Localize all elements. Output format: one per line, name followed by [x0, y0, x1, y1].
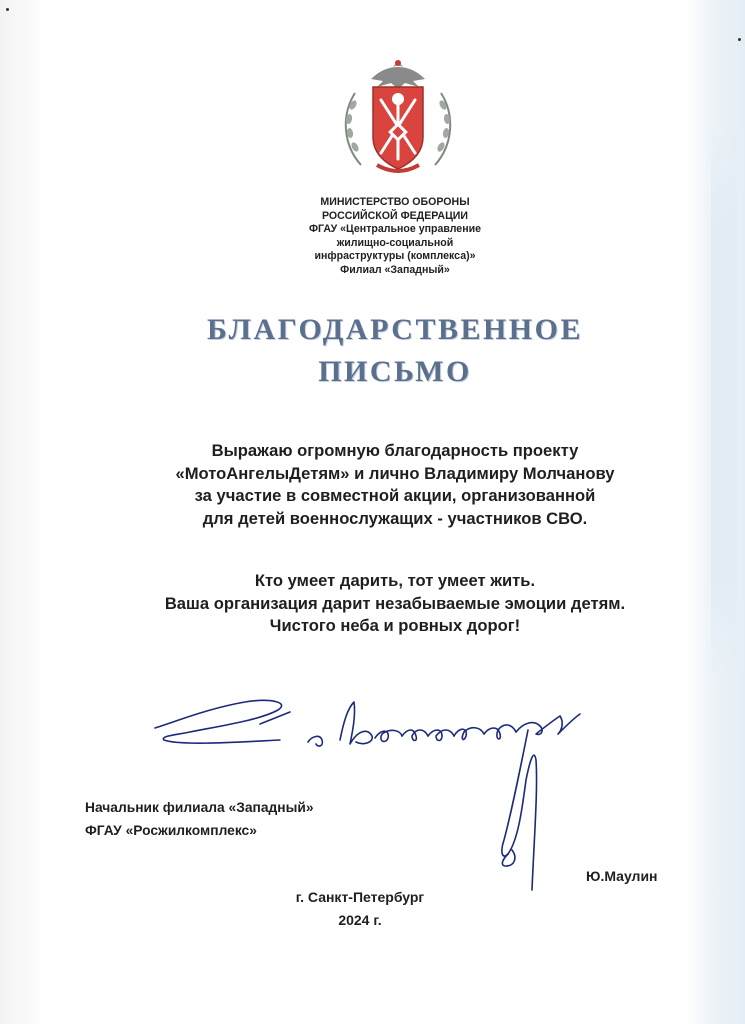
- header-line: Филиал «Западный»: [340, 263, 450, 276]
- body-line: Выражаю огромную благодарность проекту: [211, 441, 579, 460]
- body-line: «МотоАнгелыДетям» и лично Владимиру Молчанову: [175, 463, 615, 483]
- scan-speck: [738, 38, 741, 41]
- header-line: ФГАУ «Центральное управление: [308, 223, 482, 236]
- header-line: жилищно-социальной: [336, 236, 454, 249]
- decorative-stripe: [711, 118, 737, 682]
- body-line: за участие в совместной акции, организованной: [194, 486, 596, 505]
- body-line: Ваша организация дарит незабываемые эмоции детям.: [164, 593, 626, 613]
- body-line: Кто умеет дарить, тот умеет жить.: [254, 571, 536, 590]
- city: г. Санкт-Петербург: [295, 889, 425, 905]
- letter-title: ПИСЬМО: [318, 355, 472, 388]
- scan-speck: [6, 8, 9, 11]
- signer-position-line: ФГАУ «Росжилкомплекс»: [85, 823, 257, 838]
- body-line: для детей военнослужащих - участников СВО.: [202, 508, 588, 528]
- left-margin-band: [0, 0, 44, 1024]
- wishes-paragraph: [90, 570, 700, 638]
- signer-position-line: Начальник филиала «Западный»: [85, 800, 314, 815]
- place-and-date: [260, 886, 460, 932]
- header-line: МИНИСТЕРСТВО ОБОРОНЫ: [320, 196, 470, 208]
- body-line: Чистого неба и ровных дорог!: [269, 616, 521, 635]
- header-line: РОССИЙСКОЙ ФЕДЕРАЦИИ: [321, 209, 469, 222]
- signer-position: [85, 796, 314, 842]
- year: 2024 г.: [338, 912, 382, 928]
- signer-name: Ю.Маулин: [586, 868, 658, 884]
- header-line: инфраструктуры (комплекса)»: [314, 250, 476, 263]
- organization-header: [200, 196, 590, 278]
- ministry-of-defense-emblem-icon: [333, 55, 463, 185]
- letter-title: БЛАГОДАРСТВЕННОЕ: [207, 313, 583, 346]
- gratitude-paragraph: [90, 440, 700, 530]
